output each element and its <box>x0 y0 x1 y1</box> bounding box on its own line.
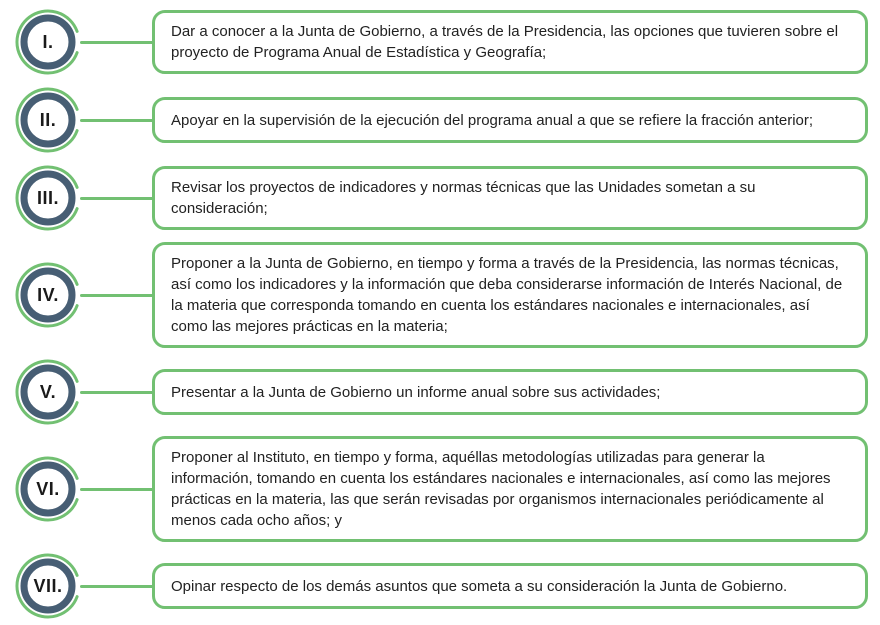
connector-line <box>80 488 154 491</box>
text-box <box>152 563 868 609</box>
connector-line <box>80 41 154 44</box>
list-item <box>12 436 868 542</box>
text-box <box>152 97 868 143</box>
connector-line <box>80 294 154 297</box>
list-item <box>12 242 868 348</box>
step-numeral: IV. <box>37 284 59 305</box>
text-box <box>152 242 868 348</box>
connector-line <box>80 197 154 200</box>
item-text: Opinar respecto de los demás asuntos que someta a su consideración la Junta de Gobierno. <box>171 577 788 595</box>
connector-line <box>80 585 154 588</box>
step-numeral: VI. <box>36 478 60 499</box>
item-text: Revisar los proyectos de indicadores y normas técnicas que las Unidades sometan a su consideración; <box>171 179 756 217</box>
step-numeral: VII. <box>33 575 63 596</box>
step-marker <box>14 358 82 426</box>
item-text: Apoyar en la supervisión de la ejecución del programa anual a que se refiere la fracción anterior; <box>171 111 814 129</box>
list-item <box>12 164 868 232</box>
step-marker <box>14 552 82 620</box>
text-box <box>152 436 868 542</box>
step-numeral: III. <box>36 187 59 208</box>
text-box <box>152 166 868 230</box>
list-item <box>12 86 868 154</box>
step-numeral: II. <box>39 109 57 130</box>
item-text: Proponer al Instituto, en tiempo y forma, aquéllas metodologías utilizadas para generar la información, tomando en cuenta los estándares nacionales e internacionales, así como las mejores prácticas en la materia, las que serán revisadas por organismos internacionales periódicamente al menos cada ocho años; y <box>171 449 831 529</box>
text-box <box>152 10 868 74</box>
list-item <box>12 358 868 426</box>
step-marker <box>14 8 82 76</box>
text-box <box>152 369 868 415</box>
step-numeral: I. <box>42 31 54 52</box>
step-marker <box>14 261 82 329</box>
step-marker <box>14 455 82 523</box>
item-text: Proponer a la Junta de Gobierno, en tiempo y forma a través de la Presidencia, las normas técnicas, así como los indicadores y la información que deba considerarse información de Interés Nacional, de la materia que corresponda tomando en cuenta los estándares nacionales e internacionales, así como las mejores prácticas en la materia; <box>171 255 843 335</box>
item-text: Presentar a la Junta de Gobierno un informe anual sobre sus actividades; <box>171 383 661 401</box>
item-text: Dar a conocer a la Junta de Gobierno, a través de la Presidencia, las opciones que tuvieren sobre el proyecto de Programa Anual de Estadística y Geografía; <box>171 23 839 61</box>
connector-line <box>80 119 154 122</box>
step-numeral: V. <box>39 381 57 402</box>
list-item <box>12 8 868 76</box>
step-marker <box>14 86 82 154</box>
list-item <box>12 552 868 620</box>
step-marker <box>14 164 82 232</box>
connector-line <box>80 391 154 394</box>
